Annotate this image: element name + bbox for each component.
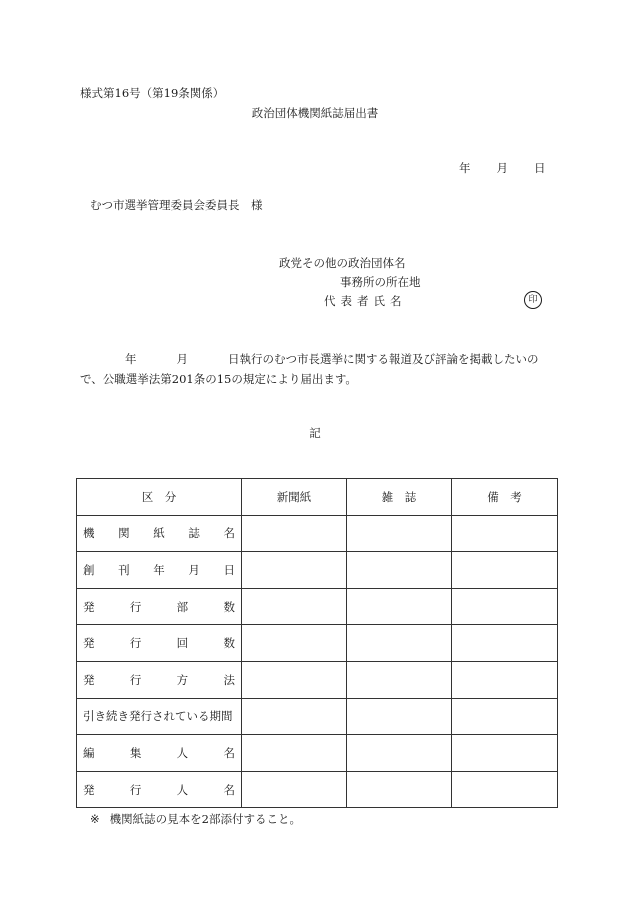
table-row — [77, 771, 558, 808]
row-label-text: 機 関 紙 誌 名 — [83, 526, 235, 541]
row-label-text: 引き続き発行されている期間 — [83, 709, 233, 724]
row-label — [77, 588, 242, 625]
row-label — [77, 735, 242, 772]
note — [90, 812, 301, 826]
row-label-text: 編 集 人 名 — [83, 745, 235, 760]
body-paragraph — [80, 349, 556, 389]
form-number: 様式第16号（第19条関係） — [80, 86, 225, 100]
cell-magazine[interactable] — [347, 698, 452, 735]
row-label-text: 発 行 回 数 — [83, 636, 235, 651]
cell-newspaper[interactable] — [242, 588, 347, 625]
cell-remarks[interactable] — [452, 735, 558, 772]
cell-magazine[interactable] — [347, 661, 452, 698]
cell-newspaper[interactable] — [242, 661, 347, 698]
cell-remarks[interactable] — [452, 552, 558, 589]
row-label — [77, 698, 242, 735]
date-month: 月 — [496, 161, 508, 175]
cell-remarks[interactable] — [452, 625, 558, 662]
header-category: 区 分 — [77, 479, 242, 516]
representative-label: 代表者氏名 — [324, 294, 407, 308]
row-label — [77, 625, 242, 662]
table-row — [77, 588, 558, 625]
note-text: 機関紙誌の見本を2部添付すること。 — [109, 812, 301, 826]
cell-remarks[interactable] — [452, 588, 558, 625]
table-header-row — [77, 479, 558, 516]
date-year: 年 — [459, 161, 471, 175]
date-line — [459, 161, 546, 175]
row-label-text: 発 行 部 数 — [83, 599, 235, 614]
form-table — [76, 478, 558, 808]
table-row — [77, 698, 558, 735]
table-row — [77, 515, 558, 552]
table-row — [77, 552, 558, 589]
cell-newspaper[interactable] — [242, 735, 347, 772]
addressee: むつ市選挙管理委員会委員長 様 — [90, 198, 263, 212]
cell-magazine[interactable] — [347, 588, 452, 625]
office-address-label: 事務所の所在地 — [340, 275, 421, 289]
cell-remarks[interactable] — [452, 661, 558, 698]
cell-remarks[interactable] — [452, 698, 558, 735]
row-label-text: 発 行 方 法 — [83, 672, 235, 687]
cell-magazine[interactable] — [347, 515, 452, 552]
cell-newspaper[interactable] — [242, 698, 347, 735]
table-row — [77, 735, 558, 772]
header-remarks: 備 考 — [452, 479, 558, 516]
ki-heading: 記 — [309, 426, 321, 440]
cell-remarks[interactable] — [452, 771, 558, 808]
document-title: 政治団体機関紙誌届出書 — [251, 106, 379, 120]
row-label — [77, 771, 242, 808]
date-day: 日 — [534, 161, 546, 175]
cell-magazine[interactable] — [347, 552, 452, 589]
cell-remarks[interactable] — [452, 515, 558, 552]
body-year: 年 — [125, 352, 137, 366]
table-row — [77, 661, 558, 698]
table-row — [77, 625, 558, 662]
cell-newspaper[interactable] — [242, 552, 347, 589]
seal-icon: 印 — [524, 291, 542, 309]
body-text: 日執行のむつ市長選挙に関する報道及び評論を掲載したいので、公職選挙法第201条の15の規定により届出ます。 — [80, 352, 539, 386]
body-month: 月 — [176, 352, 188, 366]
row-label-text: 発 行 人 名 — [83, 782, 235, 797]
cell-magazine[interactable] — [347, 771, 452, 808]
note-mark: ※ — [90, 812, 100, 826]
cell-magazine[interactable] — [347, 625, 452, 662]
row-label — [77, 552, 242, 589]
cell-magazine[interactable] — [347, 735, 452, 772]
row-label — [77, 661, 242, 698]
header-newspaper: 新聞紙 — [242, 479, 347, 516]
cell-newspaper[interactable] — [242, 515, 347, 552]
row-label-text: 創 刊 年 月 日 — [83, 562, 235, 577]
row-label — [77, 515, 242, 552]
party-name-label: 政党その他の政治団体名 — [279, 256, 406, 270]
header-magazine: 雑 誌 — [347, 479, 452, 516]
cell-newspaper[interactable] — [242, 625, 347, 662]
cell-newspaper[interactable] — [242, 771, 347, 808]
